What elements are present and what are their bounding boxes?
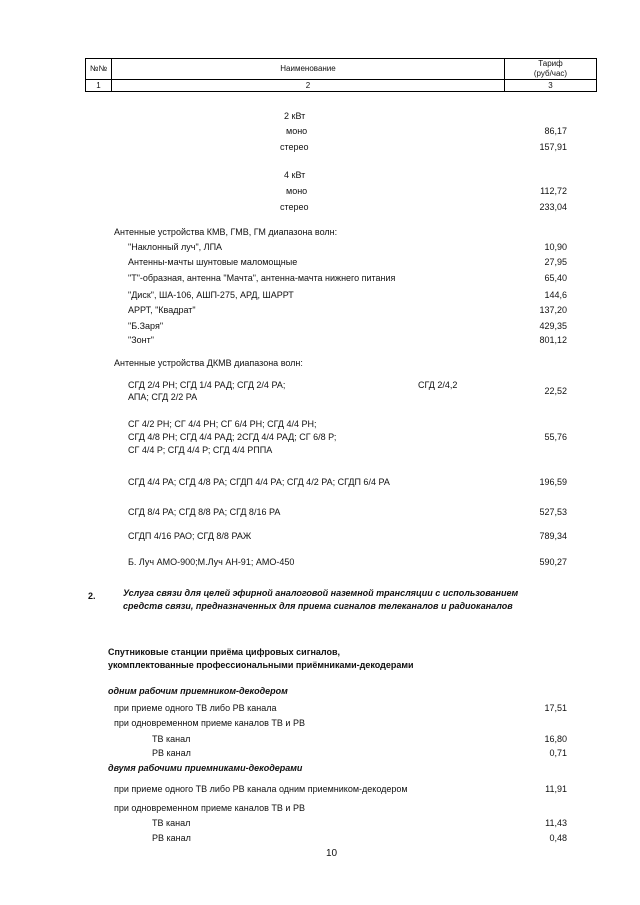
one-decoder-heading: одним рабочим приемником-декодером	[108, 686, 288, 696]
power-4kw-label: 4 кВт	[284, 170, 306, 180]
dkmv-group2-line2: СГД 4/8 РН; СГД 4/4 РАД; 2СГД 4/4 РАД; СГ 6/8 Р;	[128, 432, 337, 442]
dkmv-group6-line: Б. Луч АМО-900;М.Луч АН-91; АМО-450	[128, 557, 295, 567]
dkmv-group2-line1: СГ 4/2 РН; СГ 4/4 РН; СГ 6/4 РН; СГД 4/4 РН;	[128, 419, 317, 429]
one-decoder-single-value: 17,51	[544, 703, 567, 713]
satellite-heading-line1: Спутниковые станции приёма цифровых сигналов,	[108, 647, 341, 657]
dkmv-group1-line2: АПА; СГД 2/2 РА	[128, 392, 198, 402]
one-decoder-rv-value: 0,71	[549, 748, 567, 758]
kmv-item-value: 137,20	[539, 305, 567, 315]
power-2kw-label: 2 кВт	[284, 111, 306, 121]
dkmv-group1-extra: СГД 2/4,2	[418, 380, 458, 390]
dkmv-group2-line3: СГ 4/4 Р; СГД 4/4 Р; СГД 4/4 РППА	[128, 445, 273, 455]
header-table	[85, 58, 597, 92]
kmv-item-value: 65,40	[544, 273, 567, 283]
header-tariff-line1: Тариф	[538, 59, 563, 68]
kmv-item-name: Антенны-мачты шунтовые маломощные	[128, 257, 298, 267]
dkmv-group1-value: 22,52	[544, 386, 567, 396]
header-tariff-line2: (руб/час)	[533, 69, 568, 78]
kmv-item-value: 801,12	[539, 335, 567, 345]
one-decoder-rv: РВ канал	[152, 748, 191, 758]
kmv-item-name: "Б.Заря"	[128, 321, 164, 331]
two-decoders-rv-value: 0,48	[549, 833, 567, 843]
dkmv-group1-line1: СГД 2/4 РН; СГД 1/4 РАД; СГД 2/4 РА;	[128, 380, 286, 390]
header-number-cell: №№	[86, 59, 112, 80]
section2-number: 2.	[88, 591, 96, 601]
dkmv-group5-value: 789,34	[539, 531, 567, 541]
dkmv-group4-value: 527,53	[539, 507, 567, 517]
power-2kw-mono-value: 86,17	[544, 126, 567, 136]
one-decoder-single: при приеме одного ТВ либо РВ канала	[114, 703, 277, 713]
kmv-item-name: "Зонт"	[128, 335, 154, 345]
header-tariff-cell	[505, 59, 597, 80]
dkmv-group3-value: 196,59	[539, 477, 567, 487]
two-decoders-rv: РВ канал	[152, 833, 191, 843]
power-2kw-stereo: стерео	[280, 142, 309, 152]
two-decoders-tv-value: 11,43	[545, 818, 567, 828]
dkmv-group2-value: 55,76	[544, 432, 567, 442]
kmv-item-value: 10,90	[544, 242, 567, 252]
header-index-3: 3	[505, 80, 597, 92]
dkmv-group6-value: 590,27	[539, 557, 567, 567]
satellite-heading-line2: укомплектованные профессиональными приёмниками-декодерами	[108, 660, 414, 670]
header-name-cell: Наименование	[112, 59, 505, 80]
two-decoders-heading: двумя рабочими приемниками-декодерами	[108, 763, 303, 773]
header-index-1: 1	[86, 80, 112, 92]
section2-title-line1: Услуга связи для целей эфирной аналоговой наземной трансляции с использованием	[123, 588, 519, 598]
two-decoders-single: при приеме одного ТВ либо РВ канала одним приемником-декодером	[114, 784, 408, 794]
power-4kw-mono: моно	[286, 186, 308, 196]
page-number: 10	[326, 848, 338, 859]
two-decoders-tv: ТВ канал	[152, 818, 191, 828]
power-2kw-mono: моно	[286, 126, 308, 136]
power-2kw-stereo-value: 157,91	[539, 142, 567, 152]
kmv-item-name: "Наклонный луч", ЛПА	[128, 242, 223, 252]
one-decoder-simultaneous: при одновременном приеме каналов ТВ и РВ	[114, 718, 305, 728]
kmv-heading: Антенные устройства КМВ, ГМВ, ГМ диапазона волн:	[114, 227, 338, 237]
dkmv-group3-line: СГД 4/4 РА; СГД 4/8 РА; СГДП 4/4 РА; СГД 4/2 РА; СГДП 6/4 РА	[128, 477, 390, 487]
dkmv-heading: Антенные устройства ДКМВ диапазона волн:	[114, 358, 303, 368]
dkmv-group5-line: СГДП 4/16 РАО; СГД 8/8 РАЖ	[128, 531, 252, 541]
kmv-item-name: "Т"-образная, антенна "Мачта", антенна-мачта нижнего питания	[128, 273, 396, 283]
kmv-item-name: АРРТ, "Квадрат"	[128, 305, 196, 315]
two-decoders-single-value: 11,91	[545, 784, 567, 794]
kmv-item-name: "Диск", ША-106, АШП-275, АРД, ШАРРТ	[128, 290, 294, 300]
two-decoders-simultaneous: при одновременном приеме каналов ТВ и РВ	[114, 803, 305, 813]
kmv-item-value: 429,35	[539, 321, 567, 331]
dkmv-group4-line: СГД 8/4 РА; СГД 8/8 РА; СГД 8/16 РА	[128, 507, 281, 517]
power-4kw-mono-value: 112,72	[540, 186, 567, 196]
header-index-2: 2	[112, 80, 505, 92]
kmv-item-value: 27,95	[544, 257, 567, 267]
one-decoder-tv: ТВ канал	[152, 734, 191, 744]
section2-title-line2: средств связи, предназначенных для приема сигналов телеканалов и радиоканалов	[123, 601, 513, 611]
power-4kw-stereo-value: 233,04	[539, 202, 567, 212]
one-decoder-tv-value: 16,80	[544, 734, 567, 744]
power-4kw-stereo: стерео	[280, 202, 309, 212]
kmv-item-value: 144,6	[544, 290, 567, 300]
